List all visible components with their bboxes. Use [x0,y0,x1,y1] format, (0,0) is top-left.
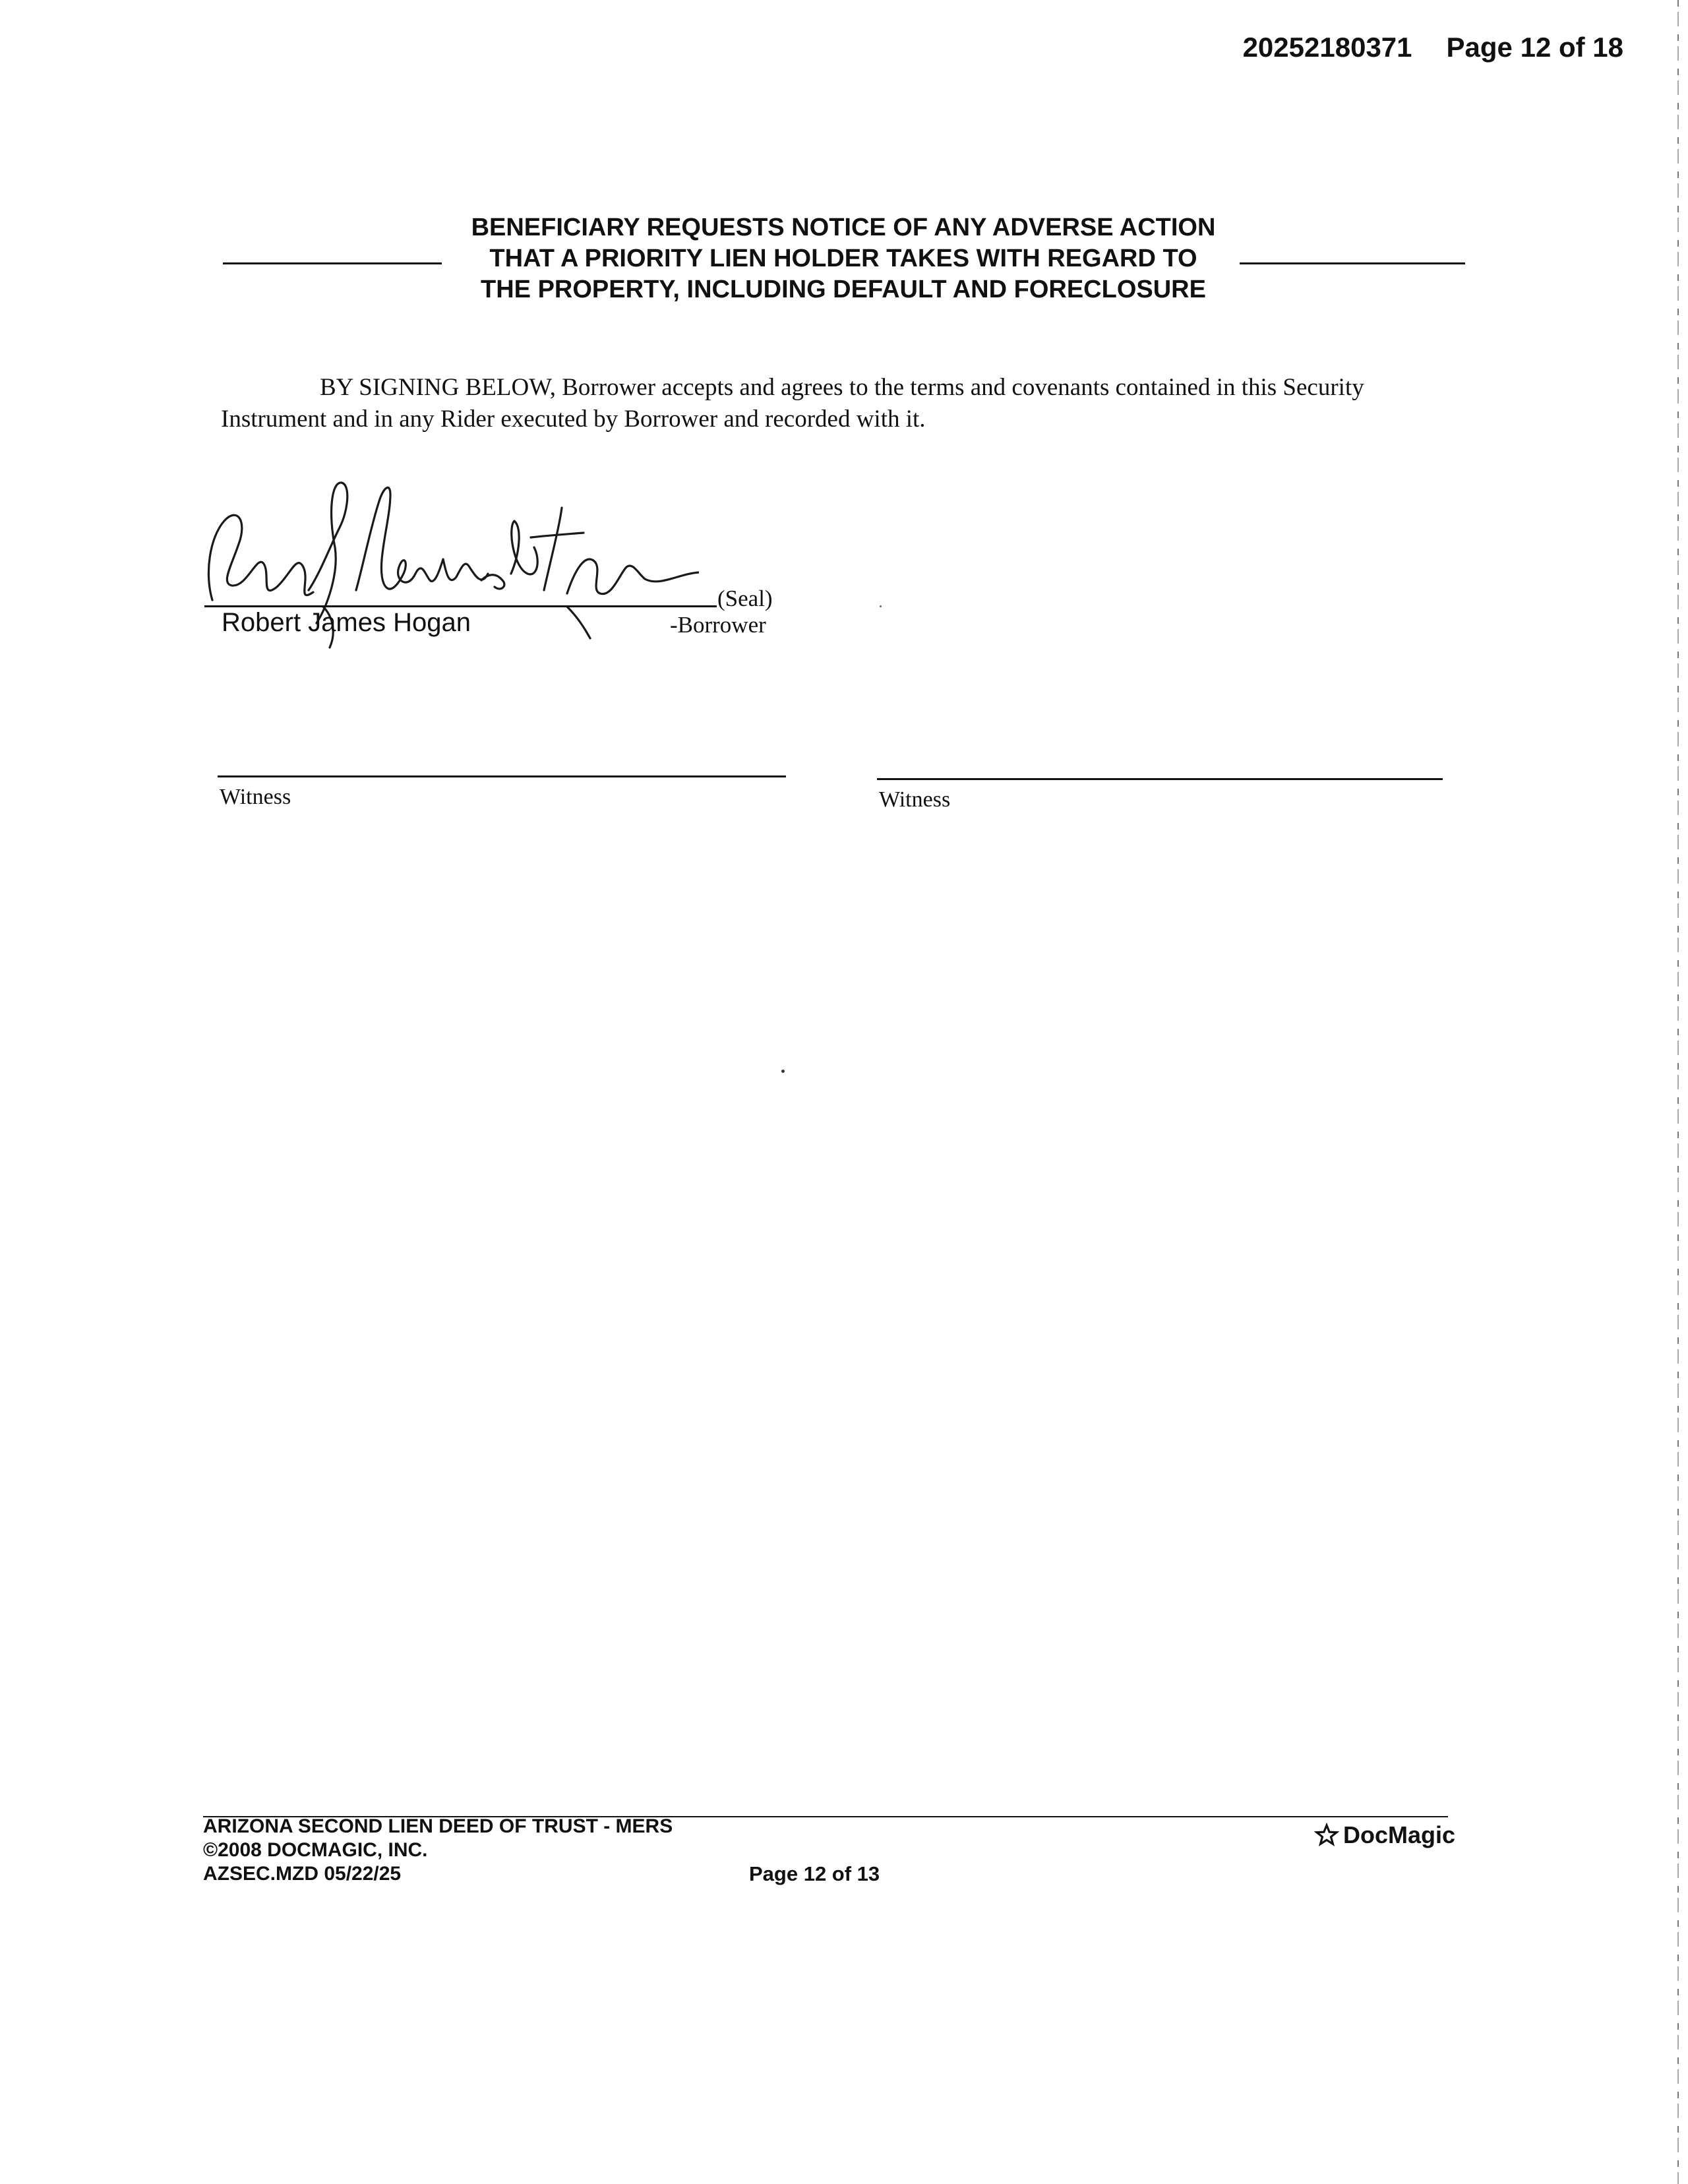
heading-line-3: THE PROPERTY, INCLUDING DEFAULT AND FORECLOSURE [481,276,1206,303]
witness-line-left [218,775,786,777]
signature-line [204,605,717,607]
witness-label-right: Witness [879,787,951,812]
footer-form-title: ARIZONA SECOND LIEN DEED OF TRUST - MERS [203,1815,673,1837]
brand-name: DocMagic [1343,1821,1456,1848]
heading-line-2: THAT A PRIORITY LIEN HOLDER TAKES WITH REGARD TO [489,245,1197,272]
footer-copyright: ©2008 DOCMAGIC, INC. [203,1839,428,1861]
scan-edge-artifact [1677,0,1679,2184]
paragraph-line-1: BY SIGNING BELOW, Borrower accepts and agrees to the terms and covenants contained in this Security [320,374,1364,401]
seal-label: (Seal) [717,586,773,611]
witness-label-left: Witness [220,785,291,809]
footer-form-code: AZSEC.MZD 05/22/25 [203,1863,402,1885]
signing-paragraph [221,372,1467,435]
recording-header [1243,32,1623,63]
witness-line-right [877,778,1443,780]
docmagic-logo [1314,1821,1455,1849]
heading-line-1: BENEFICIARY REQUESTS NOTICE OF ANY ADVERSE ACTION [471,214,1216,241]
section-heading [223,212,1464,305]
paragraph-line-2: Instrument and in any Rider executed by Borrower and recorded with it. [221,406,926,433]
footer-form-info [203,1815,673,1886]
borrower-role: -Borrower [670,612,766,638]
scan-speck [880,605,882,607]
borrower-name: Robert James Hogan [222,608,471,637]
star-icon [1314,1823,1339,1848]
recording-page-label: Page 12 of 18 [1446,32,1623,63]
scan-speck [781,1070,785,1073]
footer-page-label: Page 12 of 13 [749,1862,880,1885]
document-number: 20252180371 [1242,32,1412,63]
